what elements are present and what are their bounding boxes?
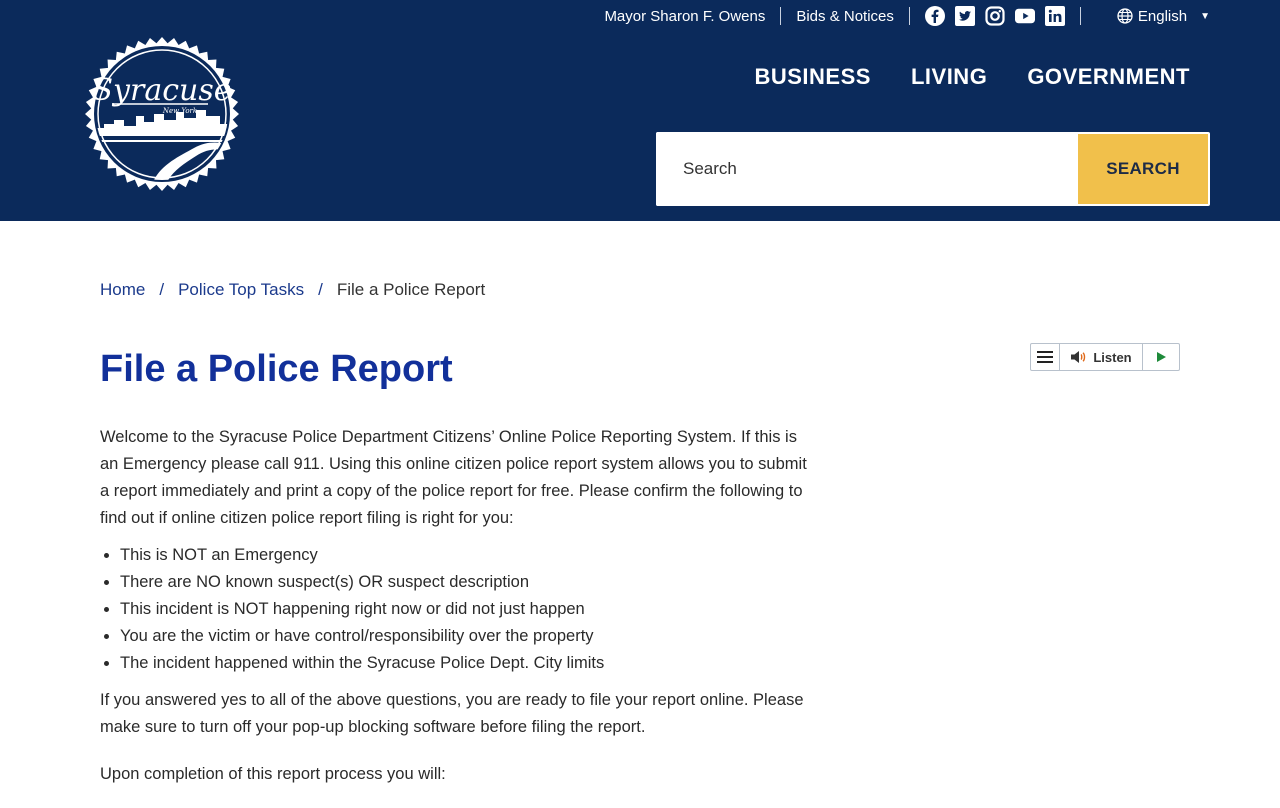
play-icon[interactable]	[1143, 344, 1179, 370]
listen-widget	[1030, 343, 1180, 371]
breadcrumb-separator: /	[159, 280, 165, 299]
list-item: • This is NOT an Emergency	[120, 542, 810, 569]
list-item: • There are NO known suspect(s) OR suspect description	[120, 569, 810, 596]
breadcrumb-home[interactable]: Home	[100, 280, 146, 299]
listen-button[interactable]	[1060, 344, 1143, 370]
list-item: • This incident is NOT happening right now or did not just happen	[120, 596, 810, 623]
speaker-icon	[1070, 350, 1088, 364]
eligibility-checklist	[100, 542, 810, 677]
nav-government[interactable]: GOVERNMENT	[1027, 64, 1190, 89]
list-item: • You are the victim or have control/responsibility over the property	[120, 623, 810, 650]
language-selector[interactable]	[1081, 8, 1210, 25]
search-bar	[656, 132, 1210, 206]
facebook-icon[interactable]	[925, 6, 945, 26]
completion-paragraph: Upon completion of this report process you will:	[100, 765, 446, 783]
social-links	[910, 6, 1080, 26]
instagram-icon[interactable]	[985, 6, 1005, 26]
bids-notices-link[interactable]: Bids & Notices	[796, 7, 894, 25]
linkedin-icon[interactable]	[1045, 6, 1065, 26]
main-nav	[754, 64, 1190, 90]
search-button[interactable]: SEARCH	[1078, 134, 1208, 204]
youtube-icon[interactable]	[1015, 6, 1035, 26]
search-input[interactable]	[656, 132, 1076, 206]
caret-down-icon: ▼	[1200, 10, 1210, 22]
nav-business[interactable]: BUSINESS	[754, 64, 871, 89]
page-content	[100, 424, 810, 808]
menu-icon[interactable]	[1031, 344, 1060, 370]
logo-subtext: New York	[162, 107, 198, 115]
instructions-paragraph: If you answered yes to all of the above questions, you are ready to file your report online. Please make sure to turn off your pop-up blocking software before filing the report.	[100, 691, 804, 736]
page-title: File a Police Report	[100, 348, 453, 390]
nav-living[interactable]: LIVING	[910, 64, 988, 89]
utility-bar	[589, 0, 1210, 32]
listen-label: Listen	[1093, 349, 1132, 365]
language-label: English	[1137, 7, 1188, 25]
breadcrumb-separator: /	[318, 280, 323, 299]
breadcrumb	[100, 280, 485, 300]
intro-paragraph: Welcome to the Syracuse Police Department Citizens’ Online Police Reporting System. If this is an Emergency please call 911. Using this online citizen police report system allows you to submit a report immediately and print a copy of the police report for free. Please confirm the following to find out if online citizen police report filing is right for you:	[100, 428, 807, 527]
city-logo[interactable]	[84, 36, 240, 192]
site-header	[0, 0, 1280, 221]
twitter-icon[interactable]	[955, 6, 975, 26]
list-item: • The incident happened within the Syracuse Police Dept. City limits	[120, 650, 810, 677]
breadcrumb-police-top-tasks[interactable]: Police Top Tasks	[178, 280, 305, 299]
breadcrumb-current: File a Police Report	[336, 280, 486, 299]
logo-text: Syracuse	[92, 73, 232, 108]
mayor-link[interactable]: Mayor Sharon F. Owens	[604, 7, 766, 25]
globe-icon	[1117, 8, 1133, 24]
